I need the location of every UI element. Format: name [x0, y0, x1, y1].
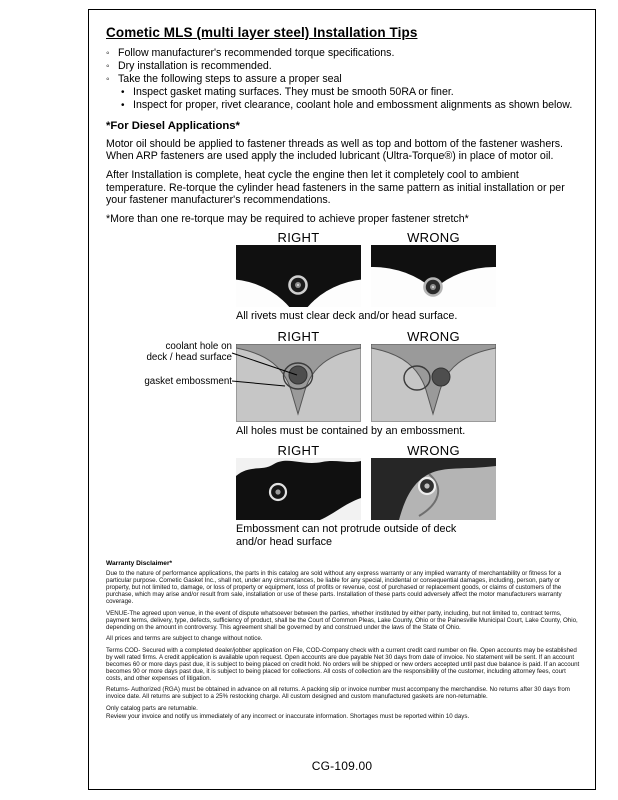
retorque-note: *More than one re-torque may be required to achieve proper fastener stretch* — [106, 213, 469, 226]
disclaimer-heading: Warranty Disclaimer* — [106, 560, 173, 568]
callout-coolant-hole: coolant hole on deck / head surface — [146, 340, 232, 363]
wrong-label: WRONG — [407, 230, 460, 246]
tip-text: Inspect gasket mating surfaces. They must be smooth 50RA or finer. — [133, 86, 454, 98]
bullet-icon — [106, 47, 118, 60]
tip-sub-item — [121, 86, 579, 99]
bullet-icon — [121, 99, 133, 112]
tip-text: Follow manufacturer's recommended torque specifications. — [118, 47, 395, 59]
bullet-icon — [106, 73, 118, 86]
rivet-right-figure — [236, 245, 361, 307]
wrong-label: WRONG — [407, 328, 460, 344]
figure-header — [236, 443, 546, 458]
figures-section — [105, 230, 579, 548]
figure-row-embossment — [105, 443, 579, 548]
callout-gasket-embossment: gasket embossment — [144, 375, 232, 387]
diesel-paragraph-retorque: After Installation is complete, heat cycle the engine then let it completely cool to ambient temperature. Re-torque the cylinder head fasteners in the same pattern as initial installation or per your fastener manufacturer's recommendations. — [106, 169, 565, 206]
bullet-icon — [121, 86, 133, 99]
warranty-disclaimer — [106, 560, 580, 720]
disclaimer-paragraph: All prices and terms are subject to change without notice. — [106, 635, 263, 643]
bullet-icon — [106, 60, 118, 73]
disclaimer-paragraph: Only catalog parts are returnable. — [106, 704, 198, 712]
disclaimer-paragraph: Due to the nature of performance applications, the parts in this catalog are sold without any express warranty or any implied warranty of merchantability or fitness for a particular purpose. Cometic Gasket Inc., shall not, under any circumstances, be liable for any special, incidental or consequential damages, including, person, party or property, but not limited to, damage, or loss of property or equipment, loss of profits or revenue, cost of purchased or replacement goods, or claims of customers of the purchase, which may arise and/or result from sale, installation or use of these parts. Installation of these parts could adversely affect the motor manufacturers warranty coverage. — [106, 570, 562, 606]
figure-caption: Embossment can not protrude outside of deck and/or head surface — [236, 523, 457, 548]
installation-tips-list — [106, 47, 579, 112]
disclaimer-paragraph: Review your invoice and notify us immediately of any incorrect or inaccurate information. Shortages must be reported within 10 days. — [106, 712, 470, 720]
figure-caption: All rivets must clear deck and/or head surface. — [236, 310, 458, 323]
figure-caption: All holes must be contained by an embossment. — [236, 424, 466, 437]
rivet-wrong-figure — [371, 245, 496, 307]
figure-header — [236, 329, 546, 344]
figure-row-coolant-holes — [105, 329, 579, 438]
tip-text: Dry installation is recommended. — [118, 60, 272, 72]
embossment-right-figure — [236, 458, 361, 520]
figure-row-rivets — [105, 230, 579, 323]
disclaimer-paragraph: Returns- Authorized (RGA) must be obtained in advance on all returns. A packing slip or invoice number must accompany the merchandise. No returns after 30 days from invoice date. All returns are subject to a 25% restocking charge. All custom designed and custom manufactured gaskets are non-returnable. — [106, 686, 570, 701]
right-label: RIGHT — [277, 230, 320, 246]
disclaimer-paragraph: Terms COD- Secured with a completed dealer/jobber application on File, COD-Company check with a current credit card number on file. Open accounts may be established by well rated firms. A credit application is available upon request. Open accounts are due payable Net 30 days from date of invoice. No statement will be sent. If an account becomes 60 or more days past due, it is subject to being placed on credit hold. No orders will be shipped or new orders accepted until past due balance is paid. If an account becomes 90 or more days past due, it is subject to being placed for collections. All costs of collection are the responsibility of the customer, including attorney fees, court costs, and other expenses of litigation. — [106, 646, 580, 682]
diesel-applications-heading: *For Diesel Applications* — [106, 120, 240, 132]
tip-item — [106, 47, 579, 60]
tip-sub-item — [121, 99, 579, 112]
disclaimer-paragraph: VENUE-The agreed upon venue, in the event of dispute whatsoever between the parties, whether instituted by either party, including, but not limited to, contract terms, payment terms, delivery, type, defects, sufficiency of product, shall be the Court of Common Pleas, Lake County, Ohio or the Painesville Municipal Court, Lake County, Ohio, depending on the amount in controversy. This agreement shall be governed by and construed under the laws of the State of Ohio. — [106, 609, 578, 631]
page-title: Cometic MLS (multi layer steel) Installation Tips — [106, 25, 418, 40]
tip-item — [106, 60, 579, 73]
tip-item — [106, 73, 579, 86]
embossment-wrong-figure — [371, 458, 496, 520]
tip-text: Inspect for proper, rivet clearance, coolant hole and embossment alignments as shown below. — [133, 99, 573, 111]
coolant-hole-wrong-figure — [371, 344, 496, 422]
diesel-paragraph-oil: Motor oil should be applied to fastener threads as well as top and bottom of the fastener washers. When ARP fasteners are used apply the included lubricant (Ultra-Torque®) in place of motor oil. — [106, 138, 563, 163]
wrong-label: WRONG — [407, 443, 460, 459]
right-label: RIGHT — [277, 443, 320, 459]
coolant-hole-right-figure — [236, 344, 361, 422]
figure-header — [236, 230, 546, 245]
tip-text: Take the following steps to assure a proper seal — [118, 73, 342, 85]
document-page — [88, 9, 596, 790]
right-label: RIGHT — [277, 328, 320, 344]
page-code: CG-109.00 — [311, 759, 373, 773]
